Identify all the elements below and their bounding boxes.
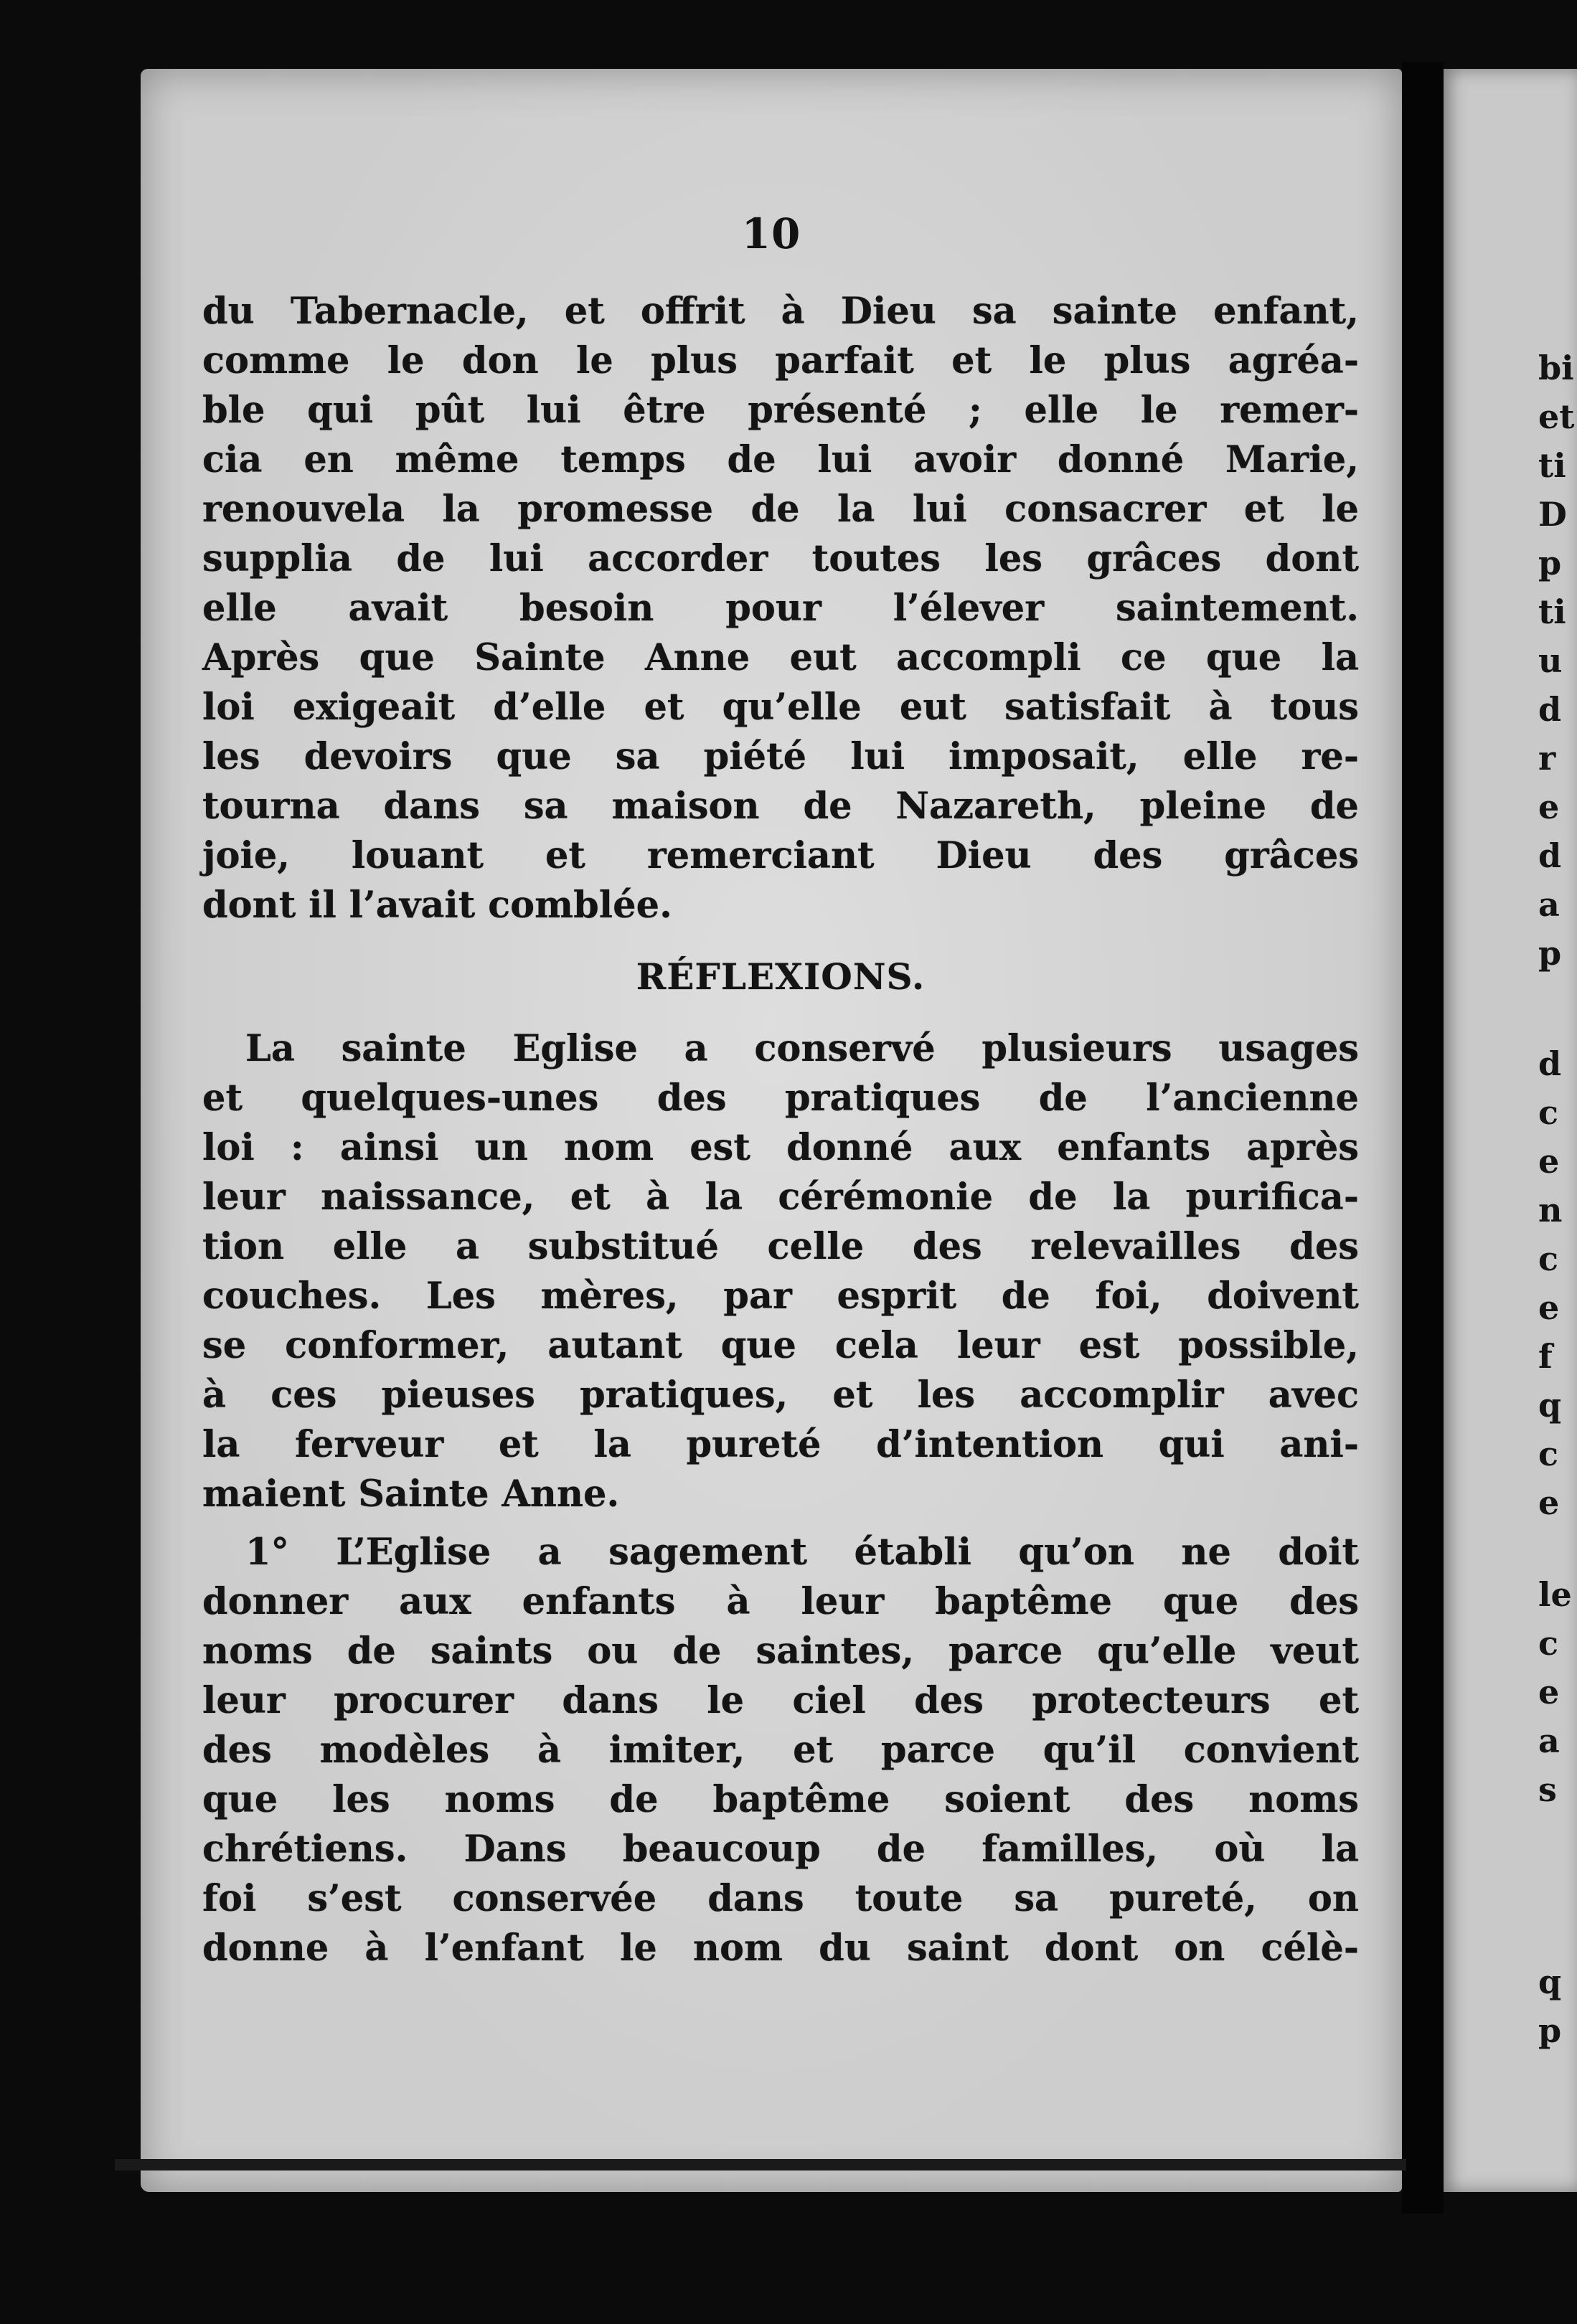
facing-page-fragment: c [1538,1093,1559,1132]
text-line: cia en même temps de lui avoir donné Marie, [202,438,1359,481]
facing-page-fragment: p [1538,934,1562,973]
text-line: comme le don le plus parfait et le plus agréa- [202,339,1359,382]
facing-page-fragment: c [1538,1624,1559,1663]
facing-page-fragment: f [1538,1337,1553,1376]
text-line: chrétiens. Dans beaucoup de familles, où la [202,1828,1359,1871]
text-line: que les noms de baptême soient des noms [202,1778,1359,1821]
text-line: maient Sainte Anne. [202,1473,620,1516]
paragraph-2 [202,1024,1359,1519]
text-line: dont il l’avait comblée. [202,884,672,927]
paragraph-gap [202,1519,1359,1528]
text-line: elle avait besoin pour l’élever saintement. [202,587,1359,630]
text-line: loi : ainsi un nom est donné aux enfants après [202,1126,1359,1169]
text-line: les devoirs que sa piété lui imposait, elle re- [202,735,1359,778]
facing-page-fragment: e [1538,788,1560,826]
facing-page-fragment: e [1538,1483,1560,1522]
text-line: donne à l’enfant le nom du saint dont on célè- [202,1927,1359,1970]
facing-page-fragment: bi [1538,349,1574,387]
text-line: loi exigeait d’elle et qu’elle eut satisfait à tous [202,686,1359,729]
text-line: Après que Sainte Anne eut accompli ce que la [202,636,1359,679]
text-line: donner aux enfants à leur baptême que des [202,1580,1359,1623]
facing-page-fragment: a [1538,885,1560,924]
facing-page-fragment: e [1538,1673,1560,1711]
text-line: et quelques-unes des pratiques de l’ancienne [202,1077,1359,1120]
facing-page-fragment: d [1538,836,1562,875]
text-line: à ces pieuses pratiques, et les accomplir avec [202,1374,1359,1417]
text-line: leur procurer dans le ciel des protecteurs et [202,1679,1359,1722]
text-line: La sainte Eglise a conservé plusieurs usages [245,1027,1359,1070]
facing-page-fragment: p [1538,2011,1562,2050]
book-gutter [1402,62,1444,2214]
facing-page-fragment: et [1538,397,1575,436]
text-line: se conformer, autant que cela leur est possible, [202,1324,1359,1367]
text-line: foi s’est conservée dans toute sa pureté, on [202,1877,1359,1920]
facing-page-fragment: q [1538,1386,1562,1425]
facing-page-fragment: d [1538,690,1562,729]
text-line: supplia de lui accorder toutes les grâces dont [202,537,1359,580]
text-line: des modèles à imiter, et parce qu’il convient [202,1729,1359,1772]
facing-page-fragment: D [1538,495,1567,534]
facing-page-fragment: q [1538,1962,1562,2001]
text-line: joie, louant et remerciant Dieu des grâces [202,834,1359,877]
facing-page-fragment: c [1538,1239,1559,1278]
facing-page-fragment: s [1538,1770,1557,1809]
facing-page-fragment: d [1538,1044,1562,1083]
facing-page-fragment: e [1538,1142,1560,1181]
text-line: la ferveur et la pureté d’intention qui ani- [202,1423,1359,1466]
text-line: renouvela la promesse de la lui consacrer et le [202,488,1359,531]
facing-page-fragment: r [1538,739,1556,778]
facing-page-fragment: c [1538,1435,1559,1473]
text-line: 1° L’Eglise a sagement établi qu’on ne doit [245,1531,1359,1574]
text-line: noms de saints ou de saintes, parce qu’elle veut [202,1630,1359,1673]
facing-page-fragment: u [1538,641,1563,680]
text-line: couches. Les mères, par esprit de foi, doivent [202,1275,1359,1318]
facing-page-fragment: p [1538,544,1562,582]
facing-page-fragment: ti [1538,592,1566,631]
section-heading: RÉFLEXIONS. [636,955,926,998]
text-line: du Tabernacle, et offrit à Dieu sa sainte enfant, [202,290,1359,333]
page-bottom-edge [115,2159,1406,2171]
text-line: ble qui pût lui être présenté ; elle le remer- [202,389,1359,432]
text-line: leur naissance, et à la cérémonie de la purifica- [202,1176,1359,1219]
facing-page-fragment: a [1538,1721,1560,1760]
page-body-text [202,287,1359,1973]
page-number: 10 [741,209,801,258]
paragraph-3 [202,1528,1359,1973]
text-line: tion elle a substitué celle des relevailles des [202,1225,1359,1268]
facing-page-fragment: e [1538,1288,1560,1327]
facing-page-fragment: n [1538,1191,1563,1229]
facing-page-fragment: le [1538,1575,1572,1614]
text-line: tourna dans sa maison de Nazareth, pleine de [202,785,1359,828]
facing-page-edge [1444,69,1577,2192]
paragraph-1 [202,287,1359,930]
facing-page-fragment: ti [1538,446,1566,485]
